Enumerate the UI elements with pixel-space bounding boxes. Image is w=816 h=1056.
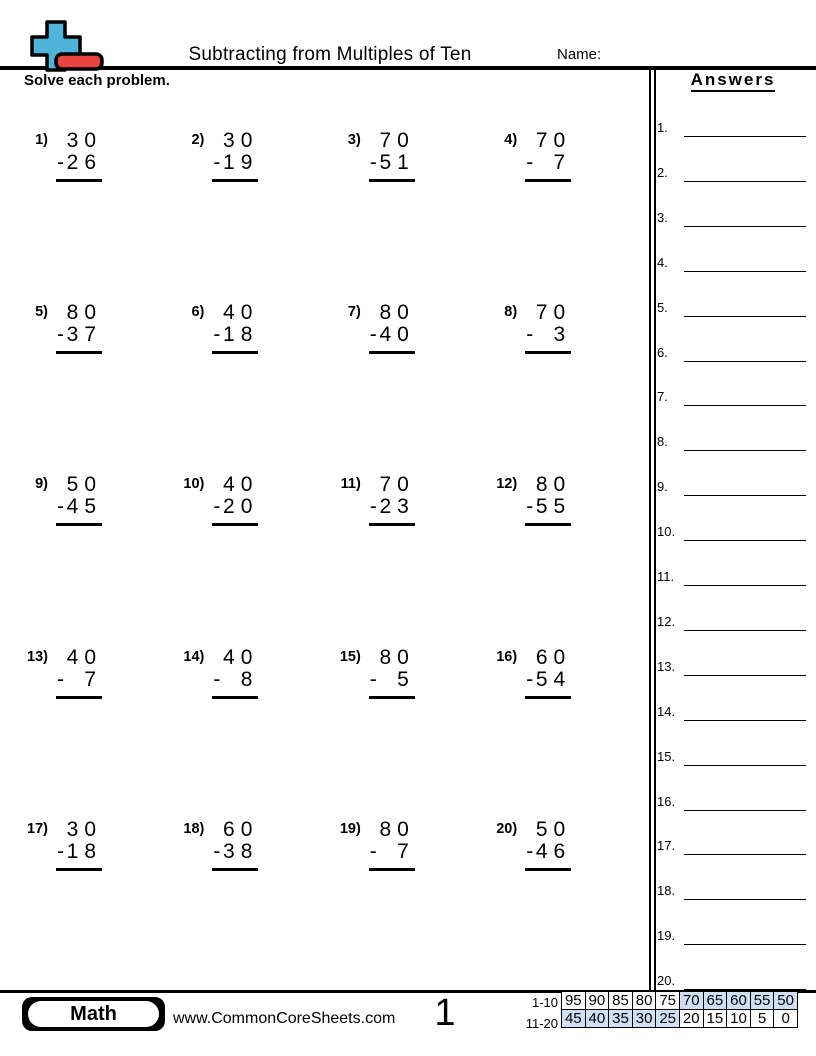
grade-cell: 30 <box>632 1010 656 1028</box>
problem-work-area <box>212 647 258 699</box>
problem <box>335 647 415 699</box>
answer-number: 2. <box>657 164 668 180</box>
problem-number: 4) <box>504 132 518 148</box>
subtrahend: 7 <box>84 667 102 691</box>
subtrahend: 18 <box>66 839 102 863</box>
subtrahend: 40 <box>379 323 415 347</box>
problem-work-area <box>525 647 571 699</box>
problem <box>22 474 102 526</box>
minus-icon <box>56 54 102 69</box>
problem <box>178 474 258 526</box>
answer-number: 11. <box>657 569 675 584</box>
answer-blank-line <box>684 540 806 541</box>
minus-sign: - <box>369 839 377 863</box>
problem <box>178 130 258 182</box>
minuend: 60 <box>223 817 259 841</box>
grading-table-row <box>562 1010 798 1028</box>
subtrahend: 5 <box>397 667 415 691</box>
instructions-text: Solve each problem. <box>24 72 170 89</box>
problem-work-area <box>369 302 415 354</box>
answer-item <box>657 255 809 275</box>
subtrahend: 38 <box>223 839 259 863</box>
grading-range-row2: 11-20 <box>525 1016 558 1031</box>
answer-blank-line <box>684 720 806 721</box>
subtrahend: 8 <box>240 667 259 691</box>
grading-range-labels <box>498 992 558 1034</box>
answer-blank-line <box>684 361 806 362</box>
answer-number: 7. <box>657 389 668 405</box>
minuend: 80 <box>535 473 572 497</box>
problem-work-area <box>525 819 571 871</box>
problem-number: 17) <box>27 820 48 837</box>
grade-cell: 15 <box>703 1010 727 1028</box>
answer-number: 16. <box>657 793 676 809</box>
subtrahend: 7 <box>397 839 415 863</box>
page-title: Subtracting from Multiples of Ten <box>188 44 472 65</box>
answer-number: 14. <box>657 703 676 719</box>
answer-blank-line <box>684 405 806 406</box>
minuend: 40 <box>66 645 102 669</box>
answer-item <box>657 614 809 634</box>
subject-label: Math <box>28 1001 159 1027</box>
minus-sign: - <box>369 495 377 519</box>
subtrahend: 23 <box>379 495 415 519</box>
problem <box>22 130 102 182</box>
grade-cell: 5 <box>750 1010 774 1028</box>
subtrahend: 26 <box>66 151 102 174</box>
minuend: 70 <box>379 473 415 497</box>
minus-sign: - <box>57 495 64 519</box>
website-text: www.CommonCoreSheets.com <box>173 1010 396 1027</box>
minus-sign: - <box>526 667 534 691</box>
answer-item <box>657 794 809 814</box>
answer-item <box>657 165 809 185</box>
answer-number: 20. <box>657 973 676 989</box>
subtrahend: 20 <box>223 495 259 519</box>
problem <box>491 302 571 354</box>
answer-item <box>657 838 809 858</box>
answer-item <box>657 479 809 499</box>
answer-blank-line <box>684 810 806 811</box>
problem-number: 10) <box>183 476 205 493</box>
answer-blank-line <box>684 136 806 137</box>
minus-sign: - <box>213 323 221 347</box>
grade-cell: 70 <box>679 992 703 1010</box>
commoncoresheets-logo <box>30 20 110 76</box>
minus-sign: - <box>369 323 377 347</box>
problem-work-area <box>56 302 102 354</box>
minuend: 30 <box>66 129 102 152</box>
answer-item <box>657 749 809 769</box>
problem-work-area <box>369 130 415 182</box>
answer-blank-line <box>684 765 806 766</box>
subtrahend: 51 <box>379 151 415 174</box>
answer-blank-line <box>684 271 806 272</box>
problem <box>178 819 258 871</box>
problem-work-area <box>212 819 258 871</box>
answer-number: 4. <box>657 254 668 270</box>
problem-number: 20) <box>496 820 518 837</box>
problem-work-area <box>369 819 415 871</box>
answer-number: 10. <box>657 524 676 540</box>
problem-number: 12) <box>496 476 518 493</box>
problem <box>178 647 258 699</box>
answers-title: Answers <box>650 70 816 90</box>
minus-sign: - <box>57 839 64 863</box>
grade-cell: 10 <box>727 1010 751 1028</box>
grade-cell: 65 <box>703 992 727 1010</box>
grade-cell: 25 <box>656 1010 680 1028</box>
grade-cell: 55 <box>750 992 774 1010</box>
minus-sign: - <box>526 323 534 347</box>
subtrahend: 45 <box>66 495 102 519</box>
minuend: 80 <box>379 817 415 841</box>
minuend: 60 <box>535 645 572 669</box>
grading-range-row1: 1-10 <box>531 995 558 1010</box>
answer-number: 13. <box>657 658 676 674</box>
problem-work-area <box>525 130 571 182</box>
answers-separator-line <box>649 70 651 990</box>
minuend: 70 <box>535 129 572 152</box>
answer-item <box>657 659 809 679</box>
minuend: 40 <box>223 301 259 325</box>
grade-cell: 90 <box>585 992 609 1010</box>
problem-number: 18) <box>183 820 205 837</box>
minuend: 50 <box>66 473 102 497</box>
answer-number: 18. <box>657 883 676 899</box>
minus-sign: - <box>57 667 64 691</box>
grade-cell: 35 <box>609 1010 633 1028</box>
subtrahend: 19 <box>223 151 259 174</box>
problem <box>22 819 102 871</box>
answer-item <box>657 210 809 230</box>
problem-number: 1) <box>35 132 48 148</box>
answer-number: 6. <box>657 344 668 360</box>
answer-item <box>657 434 809 454</box>
grade-cell: 80 <box>632 992 656 1010</box>
problem-number: 14) <box>183 648 205 665</box>
grade-cell: 20 <box>679 1010 703 1028</box>
problem-work-area <box>212 474 258 526</box>
problem-number: 6) <box>191 304 205 321</box>
minuend: 80 <box>379 645 415 669</box>
problem-work-area <box>212 302 258 354</box>
answer-item <box>657 928 809 948</box>
problem <box>22 302 102 354</box>
minus-sign: - <box>369 151 377 174</box>
answer-number: 3. <box>657 209 668 225</box>
answer-blank-line <box>684 450 806 451</box>
answer-item <box>657 524 809 544</box>
problem-number: 3) <box>347 132 361 148</box>
minuend: 50 <box>535 817 572 841</box>
minus-sign: - <box>526 495 534 519</box>
minus-sign: - <box>213 667 221 691</box>
answer-number: 15. <box>657 748 676 764</box>
subtrahend: 54 <box>535 667 572 691</box>
subtrahend: 55 <box>535 495 572 519</box>
problem <box>491 130 571 182</box>
grade-cell: 95 <box>562 992 586 1010</box>
subtrahend: 7 <box>553 151 572 174</box>
minuend: 40 <box>223 645 259 669</box>
minuend: 70 <box>535 301 572 325</box>
problem <box>335 819 415 871</box>
minus-sign: - <box>213 839 221 863</box>
answer-item <box>657 389 809 409</box>
grade-cell: 45 <box>562 1010 586 1028</box>
minus-sign: - <box>213 495 221 519</box>
grade-cell: 40 <box>585 1010 609 1028</box>
problem-number: 13) <box>27 648 48 665</box>
answer-item <box>657 300 809 320</box>
answer-blank-line <box>684 495 806 496</box>
answer-blank-line <box>684 854 806 855</box>
answer-blank-line <box>684 181 806 182</box>
answer-blank-line <box>684 226 806 227</box>
minuend: 40 <box>223 473 259 497</box>
problem <box>22 647 102 699</box>
answer-blank-line <box>684 944 806 945</box>
minus-sign: - <box>57 323 64 347</box>
answer-item <box>657 120 809 140</box>
answer-blank-line <box>684 316 806 317</box>
answer-item <box>657 345 809 365</box>
grading-table-row <box>562 992 798 1010</box>
answer-blank-line <box>684 899 806 900</box>
problem-number: 19) <box>339 820 361 837</box>
page-number: 1 <box>434 992 456 1034</box>
subtrahend: 37 <box>66 323 102 347</box>
problem-work-area <box>212 130 258 182</box>
grade-cell: 0 <box>774 1010 798 1028</box>
problem <box>491 819 571 871</box>
problem-number: 7) <box>347 304 361 321</box>
grade-cell: 50 <box>774 992 798 1010</box>
problem-number: 15) <box>339 648 361 665</box>
problem <box>335 302 415 354</box>
minuend: 80 <box>66 301 102 325</box>
minuend: 80 <box>379 301 415 325</box>
answer-blank-line <box>684 675 806 676</box>
answer-blank-line <box>684 630 806 631</box>
problem <box>491 647 571 699</box>
minus-sign: - <box>213 151 221 174</box>
grade-cell: 75 <box>656 992 680 1010</box>
problem <box>491 474 571 526</box>
problem-number: 2) <box>191 132 205 148</box>
problem-number: 5) <box>35 304 48 321</box>
answer-number: 9. <box>657 479 668 495</box>
subject-badge <box>22 997 165 1031</box>
answer-item <box>657 883 809 903</box>
answers-separator-line <box>654 70 656 990</box>
minuend: 30 <box>223 129 259 152</box>
problem <box>335 474 415 526</box>
problem-work-area <box>56 130 102 182</box>
problem <box>178 302 258 354</box>
problem-number: 11) <box>340 476 361 493</box>
problem-work-area <box>525 302 571 354</box>
minuend: 70 <box>379 129 415 152</box>
minus-sign: - <box>526 839 534 863</box>
answer-number: 17. <box>657 838 676 854</box>
problem-work-area <box>369 474 415 526</box>
subtrahend: 3 <box>553 323 572 347</box>
problem-number: 8) <box>504 304 518 321</box>
problem-work-area <box>56 474 102 526</box>
problem-work-area <box>56 647 102 699</box>
problem-work-area <box>369 647 415 699</box>
problem <box>335 130 415 182</box>
problem-work-area <box>525 474 571 526</box>
answer-item <box>657 704 809 724</box>
answer-blank-line <box>684 585 806 586</box>
subtrahend: 46 <box>535 839 572 863</box>
minus-sign: - <box>57 151 64 174</box>
problem-number: 9) <box>35 476 48 493</box>
minus-sign: - <box>526 151 534 174</box>
problem-work-area <box>56 819 102 871</box>
grading-table <box>561 991 798 1028</box>
subtrahend: 18 <box>223 323 259 347</box>
minus-sign: - <box>369 667 377 691</box>
answer-number: 1. <box>657 120 668 135</box>
answer-number: 19. <box>657 928 676 944</box>
problem-number: 16) <box>496 648 518 665</box>
grade-cell: 85 <box>609 992 633 1010</box>
minuend: 30 <box>66 817 102 841</box>
grade-cell: 60 <box>727 992 751 1010</box>
answer-number: 5. <box>657 299 668 315</box>
name-label: Name: <box>557 46 602 63</box>
answer-number: 8. <box>657 434 668 450</box>
answer-item <box>657 569 809 589</box>
answer-number: 12. <box>657 613 676 629</box>
